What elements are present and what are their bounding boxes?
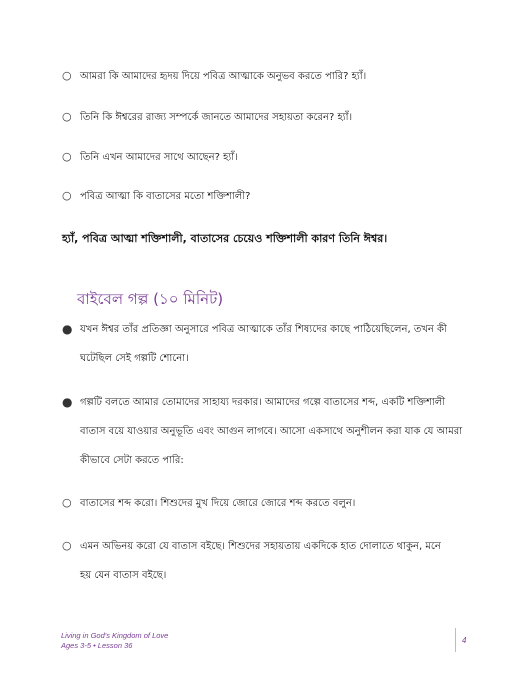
circle-bullet-icon: ○ [62,110,72,123]
footer-divider [455,628,456,652]
page-number: 4 [462,636,467,645]
circle-bullet-icon: ○ [62,496,72,509]
sub-item [62,540,492,583]
circle-bullet-icon: ○ [62,150,72,163]
bullet-item [62,323,492,366]
sub-item-line: বাতাসের শব্দ করো। শিশুদের মুখ দিয়ে জোরে জোরে শব্দ করতে বলুন। [80,498,356,509]
bullet-line: ঘটেছিল সেই গল্পটি শোনো। [80,353,189,364]
bullet-line: গল্পটি বলতে আমার তোমাদের সাহায্য দরকার। আমাদের গল্পে বাতাসের শব্দ, একটি শক্তিশালী [80,397,446,408]
circle-bullet-icon: ○ [62,189,72,202]
footer-title: Living in God's Kingdom of Love [61,631,169,640]
bullet-line: কীভাবে সেটা করতে পারি: [80,455,184,466]
circle-bullet-icon: ○ [62,539,72,552]
answer-statement: হ্যাঁ, পবিত্র আত্মা শক্তিশালী, বাতাসের চেয়েও শক্তিশালী কারণ তিনি ঈশ্বর। [62,232,388,245]
bullet-line: বাতাস বয়ে যাওয়ার অনুভূতি এবং আগুন লাগবে। আসো একসাথে অনুশীলন করা যাক যে আমরা [80,426,463,437]
dot-bullet-icon: ● [62,322,73,336]
section-heading: বাইবেল গল্প (১০ মিনিট) [77,290,224,308]
question-text: আমরা কি আমাদের হৃদয় দিয়ে পবিত্র আত্মাকে অনুভব করতে পারি? হ্যাঁ। [80,71,367,82]
question-item [62,70,492,84]
circle-bullet-icon: ○ [62,69,72,82]
sub-item [62,497,492,511]
sub-item-line: হয় যেন বাতাস বইছে। [80,570,167,581]
footer-subtitle: Ages 3-5 • Lesson 36 [61,641,133,650]
question-item [62,190,492,204]
sub-item-line: এমন অভিনয় করো যে বাতাস বইছে। শিশুদের সহায়তায় একদিকে হাত দোলাতে থাকুন, মনে [80,541,441,552]
bullet-line: যখন ঈশ্বর তাঁর প্রতিজ্ঞা অনুসারে পবিত্র আত্মাকে তাঁর শিষ্যদের কাছে পাঠিয়েছিলেন, তখন কী [80,324,447,335]
question-text: পবিত্র আত্মা কি বাতাসের মতো শক্তিশালী? [80,191,251,202]
question-item [62,151,492,165]
footer-course-info [61,631,168,651]
question-text: তিনি এখন আমাদের সাথে আছেন? হ্যাঁ। [80,152,238,163]
dot-bullet-icon: ● [62,395,73,409]
question-text: তিনি কি ঈশ্বরের রাজ্য সম্পর্কে জানতে আমাদের সহায়তা করেন? হ্যাঁ। [80,112,353,123]
bullet-item [62,396,492,468]
question-item [62,111,492,125]
